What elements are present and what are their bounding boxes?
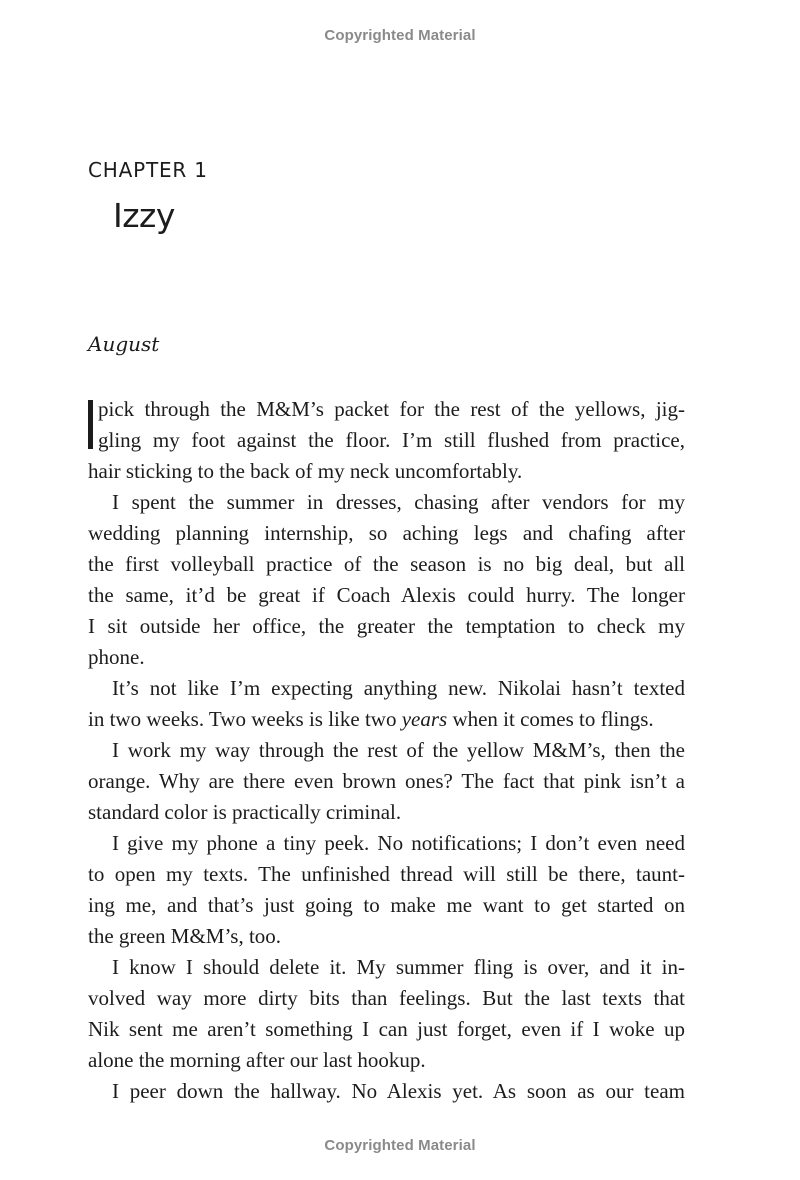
text-line: hair sticking to the back of my neck uncomfortably. (88, 459, 523, 483)
paragraph-2 (88, 487, 685, 673)
paragraph-4 (88, 735, 685, 828)
drop-cap-initial (88, 400, 93, 449)
text-line: I know I should delete it. My summer fling is over, and it in- (112, 955, 685, 979)
text-line: I work my way through the rest of the yellow M&M’s, then the (112, 738, 685, 762)
body-text (88, 394, 685, 1107)
text-line: pick through the M&M’s packet for the rest of the yellows, jig- (98, 397, 685, 421)
text-line: phone. (88, 645, 145, 669)
text-run: in two weeks. Two weeks is like two (88, 707, 402, 731)
text-line: It’s not like I’m expecting anything new. Nikolai hasn’t texted (112, 676, 685, 700)
text-line: wedding planning internship, so aching legs and chafing after (88, 521, 685, 545)
text-line: volved way more dirty bits than feelings. But the last texts that (88, 986, 685, 1010)
dateline: August (88, 332, 160, 356)
text-line: to open my texts. The unfinished thread will still be there, taunt- (88, 862, 685, 886)
text-line: the first volleyball practice of the season is no big deal, but all (88, 552, 685, 576)
text-line: the same, it’d be great if Coach Alexis could hurry. The longer (88, 583, 685, 607)
text-line: standard color is practically criminal. (88, 800, 402, 824)
paragraph-7 (88, 1076, 685, 1107)
paragraph-1 (88, 394, 685, 487)
paragraph-3 (88, 673, 685, 735)
text-line: I sit outside her office, the greater the temptation to check my (88, 614, 685, 638)
copyright-watermark-bottom: Copyrighted Material (324, 1137, 476, 1154)
italic-emphasis: years (401, 707, 448, 731)
text-line: ing me, and that’s just going to make me want to get started on (88, 893, 685, 917)
text-line: I spent the summer in dresses, chasing after vendors for my (112, 490, 685, 514)
chapter-label: CHAPTER 1 (88, 158, 208, 182)
text-line: gling my foot against the floor. I’m still flushed from practice, (98, 428, 685, 452)
text-line (88, 704, 685, 735)
text-line: I give my phone a tiny peek. No notifications; I don’t even need (112, 831, 685, 855)
text-line: the green M&M’s, too. (88, 924, 282, 948)
text-line: Nik sent me aren’t something I can just forget, even if I woke up (88, 1017, 685, 1041)
text-line: orange. Why are there even brown ones? The fact that pink isn’t a (88, 769, 685, 793)
chapter-title: Izzy (113, 196, 175, 235)
paragraph-5 (88, 828, 685, 952)
copyright-watermark-top: Copyrighted Material (324, 27, 476, 44)
text-line: I peer down the hallway. No Alexis yet. As soon as our team (112, 1079, 685, 1103)
paragraph-6 (88, 952, 685, 1076)
text-run: when it comes to flings. (447, 707, 654, 731)
text-line: alone the morning after our last hookup. (88, 1048, 426, 1072)
